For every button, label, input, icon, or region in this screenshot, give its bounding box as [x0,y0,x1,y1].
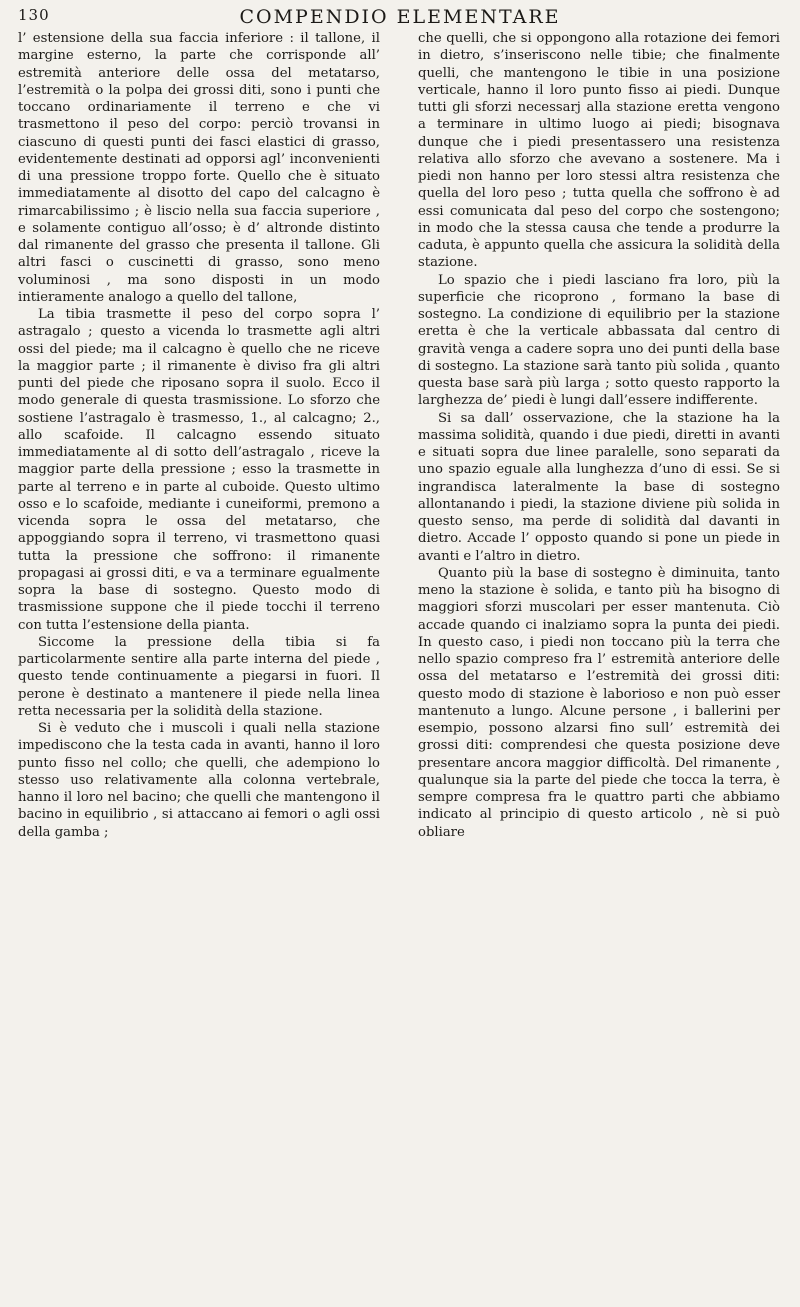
paragraph: l’ estensione della sua faccia inferiore : il tallone, il margine esterno, la parte che corrisponde all’ estremità anteriore delle ossa del metatarso, l’estremità o la polpa dei grossi diti, sono i punti che toccano ordinariamente il terreno e che vi trasmettono il peso del corpo: perciò trovansi in ciascuno di questi punti dei fasci elastici di grasso, evidentemente destinati ad opporsi agl’ inconvenienti di una pressione troppo forte. Quello che è situato immediatamente al disotto del capo del calcagno è rimarcabilissimo ; è liscio nella sua faccia superiore , e solamente contiguo all’osso; è d’ altronde distinto dal rimanente del grasso che presenta il tallone. Gli altri fasci o cuscinetti di grasso, sono meno voluminosi , ma sono disposti in un modo intieramente analogo a quello del tallone, [18,31,380,305]
right-column [418,30,780,841]
paragraph: Siccome la pressione della tibia si fa particolarmente sentire alla parte interna del piede , questo tende continuamente a piegarsi in fuori. Il perone è destinato a mantenere il piede nella linea retta necessaria per la solidità della stazione. [18,634,380,719]
paragraph: Lo spazio che i piedi lasciano fra loro, più la superficie che ricoprono , formano la base di sostegno. La condizione di equilibrio per la stazione eretta è che la verticale abbassata dal centro di gravità venga a cadere sopra uno dei punti della base di sostegno. La stazione sarà tanto più solida , quanto questa base sarà più larga ; sotto questo rapporto la larghezza de’ piedi è lungi dall’essere indifferente. [418,272,780,409]
page-number: 130 [18,6,50,24]
paragraph: Si è veduto che i muscoli i quali nella stazione impediscono che la testa cada in avanti, hanno il loro punto fisso nel collo; che quelli, che adempiono lo stesso uso relativamente alla colonna vertebrale, hanno il loro nel bacino; che quelli che mantengono il bacino in equilibrio , si attaccano ai femori o agli ossi della gamba ; [18,721,380,840]
paragraph: che quelli, che si oppongono alla rotazione dei femori in dietro, s’inseriscono nelle tibie; che finalmente quelli, che mantengono le tibie in una posizione verticale, hanno il loro punto fisso ai piedi. Dunque tutti gli sforzi necessarj alla stazione eretta vengono a terminare in ultimo luogo ai piedi; bisognava dunque che i piedi presentassero una resistenza relativa allo sforzo che avevano a sostenere. Ma i piedi non hanno per loro stessi altra resistenza che quella del loro peso ; tutta quella che soffrono è ad essi comunicata dal peso del corpo che sostengono; in modo che la stessa causa che tende a produrre la caduta, è appunto quella che assicura la solidità della stazione. [418,31,780,271]
paragraph: Quanto più la base di sostegno è diminuita, tanto meno la stazione è solida, e tanto più ha bisogno di maggiori sforzi muscolari per esser mantenuta. Ciò accade quando ci inalziamo sopra la punta dei piedi. In questo caso, i piedi non toccano più la terra che nello spazio compreso fra l’ estremità anteriore delle ossa del metatarso e l’estremità dei grossi diti: questo modo di stazione è laborioso e non può esser mantenuto a lungo. Alcune persone , i ballerini per esempio, possono alzarsi fino sull’ estremità dei grossi diti: comprendesi che questa posizione deve presentare ancora maggior difficoltà. Del rimanente , qualunque sia la parte del piede che tocca la terra, è sempre compresa fra le quattro parti che abbiamo indicato al principio di questo articolo , nè si può obliare [418,565,780,840]
paragraph: Si sa dall’ osservazione, che la stazione ha la massima solidità, quando i due piedi, diretti in avanti e situati sopra due linee paralelle, sono separati da uno spazio eguale alla lunghezza d’uno di essi. Se si ingrandisca lateralmente la base di sostegno allontanando i piedi, la stazione diviene più solida in questo senso, ma perde di solidità dal davanti in dietro. Accade l’ opposto quando si pone un piede in avanti e l’altro in dietro. [418,410,780,564]
paragraph: La tibia trasmette il peso del corpo sopra l’ astragalo ; questo a vicenda lo trasmette agli altri ossi del piede; ma il calcagno è quello che ne riceve la maggior parte ; il rimanente è diviso fra gli altri punti del piede che riposano sopra il suolo. Ecco il modo generale di questa trasmissione. Lo sforzo che sostiene l’astragalo è trasmesso, 1., al calcagno; 2., allo scafoide. Il calcagno essendo situato immediatamente al di sotto dell’astragalo , riceve la maggior parte della pressione ; esso la trasmette in parte al terreno e in parte al cuboide. Questo ultimo osso e lo scafoide, mediante i cuneiformi, premono a vicenda sopra le ossa del metatarso, che appoggiando sopra il terreno, vi trasmettono quasi tutta la pressione che soffrono: il rimanente propagasi ai grossi diti, e va a terminare egualmente sopra la base di sostegno. Questo modo di trasmissione suppone che il piede tocchi il terreno con tutta l’estensione della pianta. [18,307,380,633]
left-column [18,30,380,841]
running-title: COMPENDIO ELEMENTARE [239,6,561,28]
page-header [18,6,782,28]
